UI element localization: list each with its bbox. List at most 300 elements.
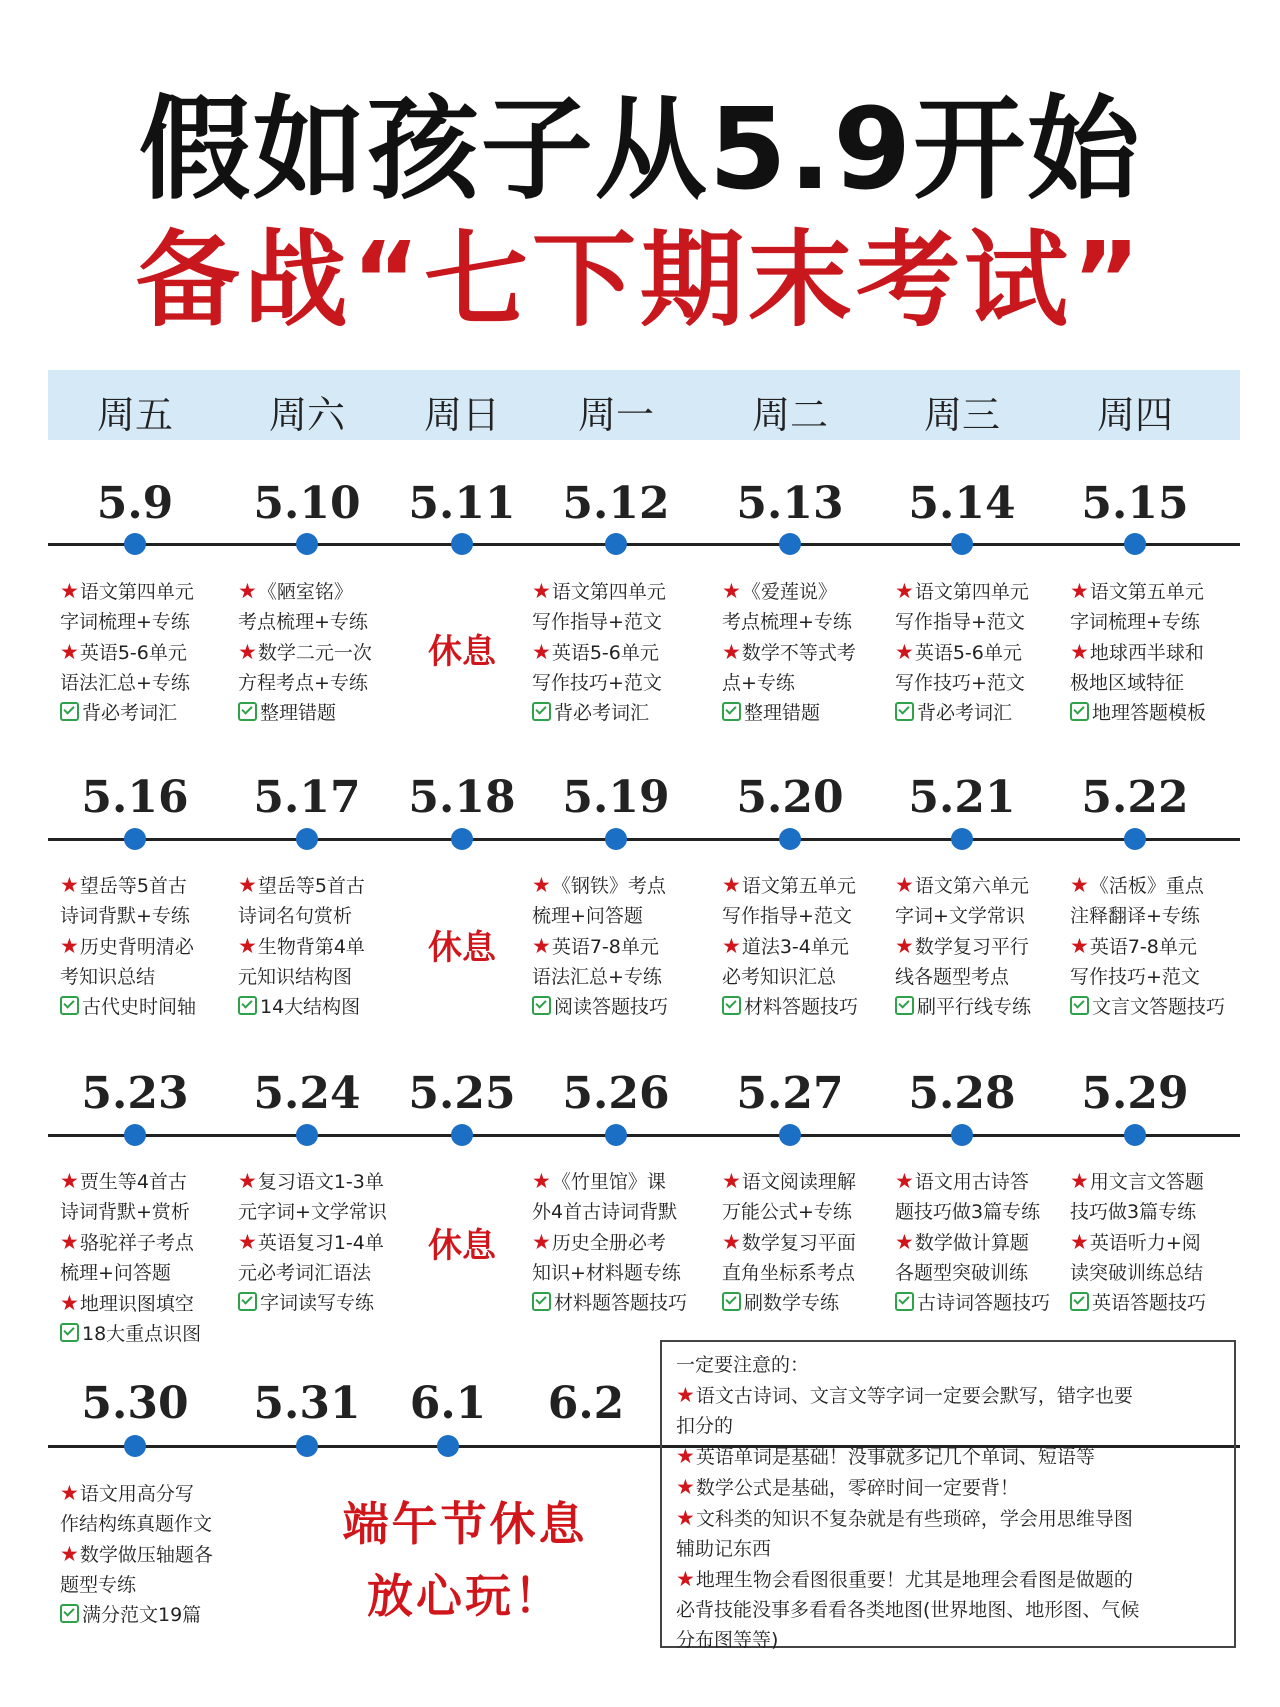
weekday-label: 周三 <box>923 393 1001 437</box>
task-line <box>238 607 408 637</box>
weekday-header <box>48 370 1240 440</box>
task-line <box>1070 1227 1240 1258</box>
task-line <box>722 1258 892 1288</box>
date-label: 5.20 <box>736 772 844 823</box>
task-text: 《竹里馆》课 <box>551 1171 666 1193</box>
star-icon: ★ <box>722 1230 741 1254</box>
task-line <box>676 1411 1220 1441</box>
task-line <box>60 931 230 962</box>
timeline-dot <box>296 533 318 555</box>
date-label: 5.27 <box>736 1068 844 1119</box>
checkbox-icon <box>722 1292 741 1311</box>
checkbox-icon <box>722 702 741 721</box>
date-label: 5.24 <box>253 1068 361 1119</box>
star-icon: ★ <box>895 1169 914 1193</box>
date-label: 5.23 <box>81 1068 189 1119</box>
task-line <box>1070 637 1240 668</box>
day-tasks <box>1070 1166 1240 1318</box>
task-text: 点+专练 <box>722 672 795 694</box>
weekday-label: 周一 <box>577 393 655 437</box>
task-text: 必背技能没事多看看各类地图(世界地图、地形图、气候 <box>676 1599 1140 1621</box>
task-line <box>532 637 702 668</box>
date-label: 5.14 <box>908 478 1016 529</box>
star-icon: ★ <box>532 1169 551 1193</box>
task-line <box>60 698 230 728</box>
task-text: 英语听力+阅 <box>1089 1232 1201 1254</box>
task-text: 材料答题技巧 <box>744 996 859 1018</box>
task-text: 字词梳理+专练 <box>1070 611 1200 633</box>
holiday-line: 端午节休息 <box>342 1497 588 1551</box>
task-line <box>722 698 892 728</box>
task-text: 分布图等等) <box>676 1629 779 1651</box>
date-label: 6.2 <box>547 1378 625 1429</box>
task-line <box>1070 1288 1240 1318</box>
date-label: 5.30 <box>81 1378 189 1429</box>
task-text: 线各题型考点 <box>895 966 1010 988</box>
task-text: 作结构练真题作文 <box>60 1513 213 1535</box>
day-tasks <box>238 576 408 728</box>
task-line <box>722 870 892 901</box>
task-text: 材料题答题技巧 <box>554 1292 688 1314</box>
star-icon: ★ <box>676 1567 695 1591</box>
star-icon: ★ <box>722 1169 741 1193</box>
day-tasks <box>722 576 892 728</box>
star-icon: ★ <box>895 934 914 958</box>
star-icon: ★ <box>60 640 79 664</box>
task-text: 语文第六单元 <box>914 875 1029 897</box>
task-line <box>676 1595 1220 1625</box>
task-line <box>895 576 1065 607</box>
date-label: 5.25 <box>408 1068 516 1119</box>
task-text: 考知识总结 <box>60 966 156 988</box>
task-line <box>238 698 408 728</box>
timeline-dot <box>296 828 318 850</box>
task-text: 14大结构图 <box>260 996 361 1018</box>
star-icon: ★ <box>238 873 257 897</box>
task-line <box>238 931 408 962</box>
date-label: 5.19 <box>562 772 670 823</box>
task-line <box>60 1539 280 1570</box>
task-text: 数学做计算题 <box>914 1232 1029 1254</box>
task-line <box>895 1166 1065 1197</box>
date-label: 5.16 <box>81 772 189 823</box>
timeline-line <box>48 838 1240 841</box>
task-text: 字词读写专练 <box>260 1292 375 1314</box>
task-text: 语文第四单元 <box>914 581 1029 603</box>
star-icon: ★ <box>60 579 79 603</box>
task-text: 诗词名句赏析 <box>238 905 353 927</box>
task-text: 文言文答题技巧 <box>1092 996 1226 1018</box>
task-line <box>1070 1258 1240 1288</box>
task-text: 诗词背默+专练 <box>60 905 190 927</box>
task-text: 贾生等4首古 <box>79 1171 187 1193</box>
weekday-label: 周四 <box>1096 393 1174 437</box>
day-tasks <box>238 1166 408 1318</box>
task-text: 元必考词汇语法 <box>238 1262 372 1284</box>
task-line <box>60 1258 230 1288</box>
task-line <box>722 1197 892 1227</box>
star-icon: ★ <box>676 1383 695 1407</box>
task-line <box>676 1564 1220 1595</box>
task-line <box>1070 901 1240 931</box>
rest-label: 休息 <box>428 928 496 968</box>
date-label: 5.10 <box>253 478 361 529</box>
task-line <box>1070 1166 1240 1197</box>
task-text: 语文古诗词、文言文等字词一定要会默写，错字也要 <box>695 1385 1133 1407</box>
task-line <box>895 1258 1065 1288</box>
task-line <box>722 962 892 992</box>
timeline-line <box>48 543 1240 546</box>
task-line <box>722 1227 892 1258</box>
task-text: 英语单词是基础！没事就多记几个单词、短语等 <box>695 1446 1095 1468</box>
date-label: 5.15 <box>1081 478 1189 529</box>
task-line <box>238 1288 408 1318</box>
task-text: 道法3-4单元 <box>741 936 849 958</box>
day-tasks <box>895 576 1065 728</box>
task-line <box>895 870 1065 901</box>
checkbox-icon <box>60 1604 79 1623</box>
task-text: 历史背明清必 <box>79 936 194 958</box>
task-text: 写作指导+范文 <box>532 611 662 633</box>
notes-box <box>660 1340 1236 1651</box>
task-line <box>676 1441 1220 1472</box>
task-text: 语文第四单元 <box>79 581 194 603</box>
task-text: 注释翻译+专练 <box>1070 905 1200 927</box>
task-text: 《钢铁》考点 <box>551 875 666 897</box>
task-text: 地理生物会看图很重要！尤其是地理会看图是做题的 <box>695 1569 1133 1591</box>
task-text: 语法汇总+专练 <box>532 966 662 988</box>
checkbox-icon <box>722 996 741 1015</box>
task-text: 《活板》重点 <box>1089 875 1204 897</box>
star-icon: ★ <box>1070 1169 1089 1193</box>
checkbox-icon <box>895 1292 914 1311</box>
checkbox-icon <box>895 702 914 721</box>
task-text: 《陋室铭》 <box>257 581 353 603</box>
date-label: 5.28 <box>908 1068 1016 1119</box>
task-text: 数学复习平面 <box>741 1232 856 1254</box>
timeline-dot <box>451 1124 473 1146</box>
task-text: 考点梳理+专练 <box>722 611 852 633</box>
timeline-line <box>48 1134 1240 1137</box>
task-text: 写作技巧+范文 <box>532 672 662 694</box>
task-line <box>722 668 892 698</box>
task-line <box>60 992 230 1022</box>
checkbox-icon <box>238 1292 257 1311</box>
star-icon: ★ <box>60 1291 79 1315</box>
page-subtitle: 备战“七下期末考试” <box>135 219 1145 341</box>
task-line <box>238 962 408 992</box>
timeline-dot <box>124 533 146 555</box>
timeline-dot <box>437 1435 459 1457</box>
task-text: 18大重点识图 <box>82 1323 202 1345</box>
task-line <box>1070 931 1240 962</box>
task-text: 语文阅读理解 <box>741 1171 856 1193</box>
task-line <box>60 870 230 901</box>
star-icon: ★ <box>676 1444 695 1468</box>
checkbox-icon <box>60 702 79 721</box>
task-line <box>532 668 702 698</box>
task-text: 数学做压轴题各 <box>79 1544 213 1566</box>
task-line <box>60 576 230 607</box>
day-tasks <box>60 870 230 1022</box>
task-text: 地理识图填空 <box>79 1293 194 1315</box>
day-tasks <box>722 870 892 1022</box>
task-text: 背必考词汇 <box>917 702 1013 724</box>
task-line <box>532 931 702 962</box>
checkbox-icon <box>60 1323 79 1342</box>
task-line <box>238 1227 408 1258</box>
checkbox-icon <box>238 702 257 721</box>
timeline-dot <box>1124 1124 1146 1146</box>
task-text: 写作指导+范文 <box>895 611 1025 633</box>
rest-label: 休息 <box>428 1226 496 1266</box>
star-icon: ★ <box>895 873 914 897</box>
timeline-dot <box>779 1124 801 1146</box>
holiday-note <box>310 1488 620 1632</box>
task-text: 满分范文19篇 <box>82 1604 202 1626</box>
checkbox-icon <box>1070 1292 1089 1311</box>
task-text: 语文第五单元 <box>741 875 856 897</box>
star-icon: ★ <box>1070 1230 1089 1254</box>
task-text: 元字词+文学常识 <box>238 1201 387 1223</box>
notes-list <box>676 1380 1220 1655</box>
checkbox-icon <box>1070 702 1089 721</box>
task-text: 写作指导+范文 <box>722 905 852 927</box>
task-text: 复习语文1-3单 <box>257 1171 384 1193</box>
task-text: 字词梳理+专练 <box>60 611 190 633</box>
task-text: 外4首古诗词背默 <box>532 1201 678 1223</box>
timeline-dot <box>605 533 627 555</box>
date-label: 6.1 <box>409 1378 487 1429</box>
task-line <box>1070 607 1240 637</box>
star-icon: ★ <box>722 934 741 958</box>
task-text: 英语7-8单元 <box>551 936 659 958</box>
timeline-dot <box>605 1124 627 1146</box>
star-icon: ★ <box>238 934 257 958</box>
star-icon: ★ <box>60 1481 79 1505</box>
timeline-dot <box>951 1124 973 1146</box>
task-line <box>676 1503 1220 1534</box>
task-text: 数学公式是基础，零碎时间一定要背！ <box>695 1477 1019 1499</box>
timeline-dot <box>951 828 973 850</box>
task-text: 元知识结构图 <box>238 966 353 988</box>
day-tasks <box>60 576 230 728</box>
star-icon: ★ <box>60 1542 79 1566</box>
weekday-label: 周六 <box>268 393 346 437</box>
task-text: 必考知识汇总 <box>722 966 837 988</box>
task-text: 历史全册必考 <box>551 1232 666 1254</box>
day-tasks <box>1070 576 1240 728</box>
task-line <box>895 931 1065 962</box>
task-line <box>676 1472 1220 1503</box>
task-text: 英语5-6单元 <box>79 642 187 664</box>
star-icon: ★ <box>532 1230 551 1254</box>
task-text: 用文言文答题 <box>1089 1171 1204 1193</box>
task-text: 古诗词答题技巧 <box>917 1292 1051 1314</box>
task-line <box>60 1197 230 1227</box>
task-line <box>1070 576 1240 607</box>
task-text: 辅助记东西 <box>676 1538 772 1560</box>
task-line <box>60 637 230 668</box>
task-text: 直角坐标系考点 <box>722 1262 856 1284</box>
task-text: 语文第五单元 <box>1089 581 1204 603</box>
task-line <box>60 1288 230 1319</box>
star-icon: ★ <box>532 640 551 664</box>
task-text: 数学二元一次 <box>257 642 372 664</box>
task-text: 读突破训练总结 <box>1070 1262 1204 1284</box>
task-line <box>895 637 1065 668</box>
timeline-dot <box>124 828 146 850</box>
task-line <box>532 1288 702 1318</box>
star-icon: ★ <box>60 873 79 897</box>
task-text: 整理错题 <box>744 702 821 724</box>
task-line <box>1070 992 1240 1022</box>
task-line <box>60 1227 230 1258</box>
task-text: 写作技巧+范文 <box>1070 966 1200 988</box>
task-line <box>676 1380 1220 1411</box>
task-line <box>238 576 408 607</box>
task-text: 英语7-8单元 <box>1089 936 1197 958</box>
task-line <box>60 1166 230 1197</box>
task-line <box>60 1478 280 1509</box>
task-text: 极地区域特征 <box>1070 672 1185 694</box>
task-line <box>722 576 892 607</box>
timeline-dot <box>296 1124 318 1146</box>
task-line <box>895 901 1065 931</box>
date-label: 5.12 <box>562 478 670 529</box>
day-tasks <box>895 870 1065 1022</box>
timeline-dot <box>1124 533 1146 555</box>
date-label: 5.22 <box>1081 772 1189 823</box>
day-tasks <box>532 870 702 1022</box>
task-line <box>60 668 230 698</box>
task-text: 阅读答题技巧 <box>554 996 669 1018</box>
task-line <box>60 901 230 931</box>
task-text: 地理答题模板 <box>1092 702 1207 724</box>
date-label: 5.17 <box>253 772 361 823</box>
task-text: 题型专练 <box>60 1574 137 1596</box>
task-line <box>532 962 702 992</box>
star-icon: ★ <box>238 1169 257 1193</box>
checkbox-icon <box>532 996 551 1015</box>
task-text: 语法汇总+专练 <box>60 672 190 694</box>
task-line <box>722 637 892 668</box>
task-text: 英语复习1-4单 <box>257 1232 384 1254</box>
day-tasks <box>895 1166 1065 1318</box>
date-label: 5.31 <box>253 1378 361 1429</box>
task-line <box>238 1197 408 1227</box>
task-text: 语文用古诗答 <box>914 1171 1029 1193</box>
day-tasks <box>532 576 702 728</box>
date-label: 5.21 <box>908 772 1016 823</box>
task-line <box>238 901 408 931</box>
task-line <box>722 931 892 962</box>
star-icon: ★ <box>532 873 551 897</box>
day-tasks <box>60 1478 280 1630</box>
date-label: 5.26 <box>562 1068 670 1119</box>
task-line <box>1070 668 1240 698</box>
task-text: 地球西半球和 <box>1089 642 1204 664</box>
task-line <box>895 607 1065 637</box>
task-text: 英语5-6单元 <box>914 642 1022 664</box>
task-text: 梳理+问答题 <box>532 905 643 927</box>
task-text: 语文第四单元 <box>551 581 666 603</box>
day-tasks <box>532 1166 702 1318</box>
timeline-dot <box>451 533 473 555</box>
task-line <box>532 901 702 931</box>
task-text: 扣分的 <box>676 1415 734 1437</box>
task-text: 刷数学专练 <box>744 1292 840 1314</box>
task-line <box>722 607 892 637</box>
date-label: 5.29 <box>1081 1068 1189 1119</box>
task-line <box>1070 870 1240 901</box>
task-text: 数学复习平行 <box>914 936 1029 958</box>
star-icon: ★ <box>722 640 741 664</box>
task-line <box>238 1166 408 1197</box>
star-icon: ★ <box>1070 579 1089 603</box>
task-line <box>895 668 1065 698</box>
task-text: 生物背第4单 <box>257 936 365 958</box>
star-icon: ★ <box>60 1230 79 1254</box>
checkbox-icon <box>60 996 79 1015</box>
star-icon: ★ <box>895 640 914 664</box>
task-line <box>238 668 408 698</box>
timeline-dot <box>605 828 627 850</box>
task-line <box>722 992 892 1022</box>
task-line <box>676 1534 1220 1564</box>
day-tasks <box>722 1166 892 1318</box>
notes-heading: 一定要注意的： <box>676 1354 810 1376</box>
task-line <box>60 607 230 637</box>
task-text: 望岳等5首古 <box>79 875 187 897</box>
task-line <box>532 1166 702 1197</box>
task-line <box>238 870 408 901</box>
star-icon: ★ <box>676 1506 695 1530</box>
task-line <box>238 1258 408 1288</box>
timeline-dot <box>124 1435 146 1457</box>
task-line <box>60 1319 230 1349</box>
task-text: 英语答题技巧 <box>1092 1292 1207 1314</box>
task-text: 古代史时间轴 <box>82 996 197 1018</box>
checkbox-icon <box>532 702 551 721</box>
checkbox-icon <box>238 996 257 1015</box>
star-icon: ★ <box>532 934 551 958</box>
checkbox-icon <box>532 1292 551 1311</box>
task-line <box>722 1166 892 1197</box>
task-line <box>722 1288 892 1318</box>
task-line <box>1070 698 1240 728</box>
task-text: 语文用高分写 <box>79 1483 194 1505</box>
task-line <box>532 870 702 901</box>
task-line <box>895 992 1065 1022</box>
timeline-dot <box>296 1435 318 1457</box>
task-line <box>238 637 408 668</box>
day-tasks <box>238 870 408 1022</box>
timeline-dot <box>124 1124 146 1146</box>
task-text: 背必考词汇 <box>82 702 178 724</box>
holiday-line: 放心玩！ <box>367 1569 563 1623</box>
task-line <box>895 1197 1065 1227</box>
star-icon: ★ <box>722 873 741 897</box>
task-text: 整理错题 <box>260 702 337 724</box>
task-text: 考点梳理+专练 <box>238 611 368 633</box>
star-icon: ★ <box>722 579 741 603</box>
task-line <box>532 576 702 607</box>
task-text: 知识+材料题专练 <box>532 1262 681 1284</box>
star-icon: ★ <box>60 934 79 958</box>
task-line <box>532 992 702 1022</box>
task-line <box>895 1227 1065 1258</box>
